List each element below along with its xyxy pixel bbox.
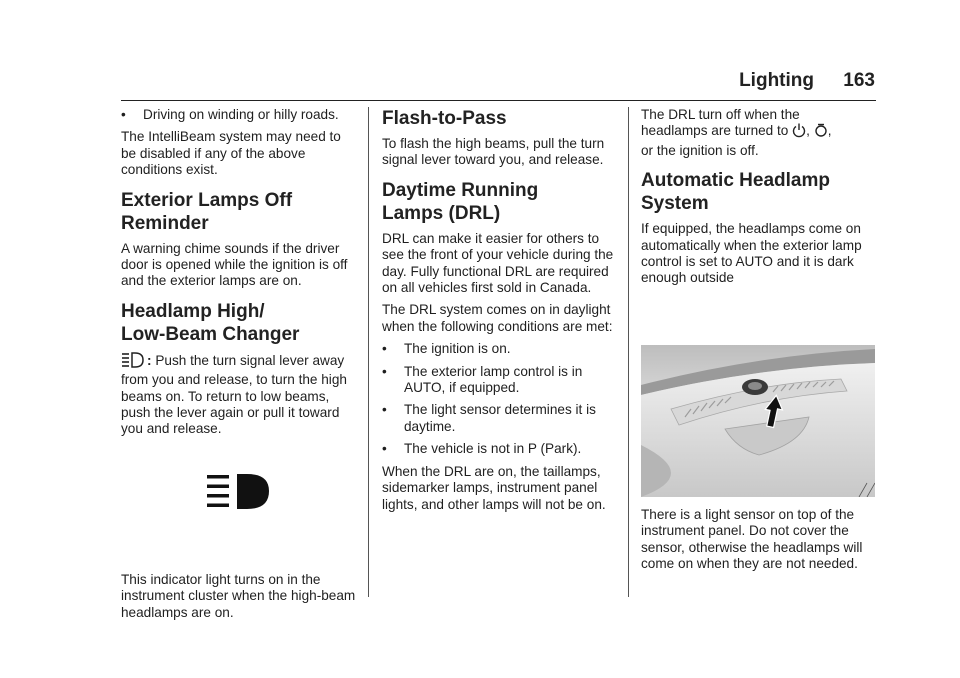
paragraph-line: or the ignition is off. xyxy=(641,142,759,158)
list-item-text: The ignition is on. xyxy=(404,341,511,357)
page-number: 163 xyxy=(843,70,875,91)
page-header xyxy=(121,70,876,101)
heading-automatic-headlamp xyxy=(641,169,877,215)
separator: , xyxy=(827,123,832,139)
list-item-text: The vehicle is not in P (Park). xyxy=(404,441,582,457)
bullet-marker: • xyxy=(121,107,126,122)
paragraph: To flash the high beams, pull the turn signal lever toward you, and release. xyxy=(382,136,605,168)
paragraph-rest: from you and release, to turn the high beams on. To return to low beams, push the lever again or pull it toward you and release. xyxy=(121,372,347,437)
paragraph: When the DRL are on, the taillamps, sidemarker lamps, instrument panel lights, and other lamps will not be on. xyxy=(382,463,606,512)
paragraph xyxy=(121,352,356,438)
parking-lamp-off-icon xyxy=(814,123,828,142)
power-off-icon xyxy=(792,123,806,142)
list-item-text: The light sensor determines it is daytime. xyxy=(404,402,596,434)
high-beam-icon xyxy=(121,352,147,372)
bullet-marker: • xyxy=(382,441,387,457)
bullet-marker: • xyxy=(382,341,387,357)
column-2 xyxy=(382,107,617,519)
paragraph: There is a light sensor on top of the instrument panel. Do not cover the sensor, otherwise the headlamps will come on when they are not needed. xyxy=(641,506,863,572)
heading-line: Low-Beam Changer xyxy=(121,323,300,345)
paragraph: If equipped, the headlamps come on automatically when the exterior lamp control is set to AUTO and it is dark enough outside xyxy=(641,221,862,286)
heading-line: Automatic Headlamp xyxy=(641,170,830,192)
paragraph xyxy=(641,107,877,159)
heading-line: Headlamp High/ xyxy=(121,300,265,322)
heading-flash-to-pass: Flash-to-Pass xyxy=(382,108,507,129)
heading-line: Daytime Running xyxy=(382,179,539,201)
paragraph: This indicator light turns on in the instrument cluster when the high-beam headlamps are on. xyxy=(121,571,356,620)
heading-line: Exterior Lamps Off xyxy=(121,189,293,211)
list-item-text: The exterior lamp control is in AUTO, if equipped. xyxy=(404,363,583,396)
column-divider xyxy=(368,107,369,597)
section-title: Lighting xyxy=(739,70,814,91)
high-beam-indicator-figure xyxy=(121,444,356,572)
paragraph-line: The DRL turn off when the xyxy=(641,107,800,122)
paragraph: DRL can make it easier for others to see the front of your vehicle during the day. Fully functional DRL are required on all vehicles first sold in Canada. xyxy=(382,230,614,296)
bullet-marker: • xyxy=(382,363,387,379)
heading-headlamp-changer xyxy=(121,300,356,346)
paragraph-line: headlamps are turned to xyxy=(641,123,789,139)
paragraph: A warning chime sounds if the driver door is opened while the ignition is off and the exterior lamps are on. xyxy=(121,240,348,289)
list-item xyxy=(382,341,617,357)
list-item xyxy=(382,364,617,397)
heading-line: System xyxy=(641,193,709,215)
light-sensor-photo xyxy=(641,345,875,497)
paragraph-lead: Push the turn signal lever away xyxy=(155,352,345,368)
bullet-marker: • xyxy=(382,402,387,418)
column-1 xyxy=(121,107,356,627)
list-item xyxy=(121,107,356,123)
list-item xyxy=(382,441,617,457)
list-item-text: Driving on winding or hilly roads. xyxy=(143,107,339,122)
separator: , xyxy=(806,123,810,139)
high-beam-icon xyxy=(207,474,271,510)
heading-line: Reminder xyxy=(121,212,209,234)
icon-colon: : xyxy=(147,352,152,368)
list-item xyxy=(382,402,617,435)
column-divider xyxy=(628,107,629,597)
column-3 xyxy=(641,107,877,578)
paragraph: The IntelliBeam system may need to be disabled if any of the above conditions exist. xyxy=(121,129,341,178)
heading-exterior-lamps xyxy=(121,189,356,235)
paragraph: The DRL system comes on in daylight when the following conditions are met: xyxy=(382,302,613,334)
heading-drl xyxy=(382,179,617,225)
heading-line: Lamps (DRL) xyxy=(382,202,501,224)
